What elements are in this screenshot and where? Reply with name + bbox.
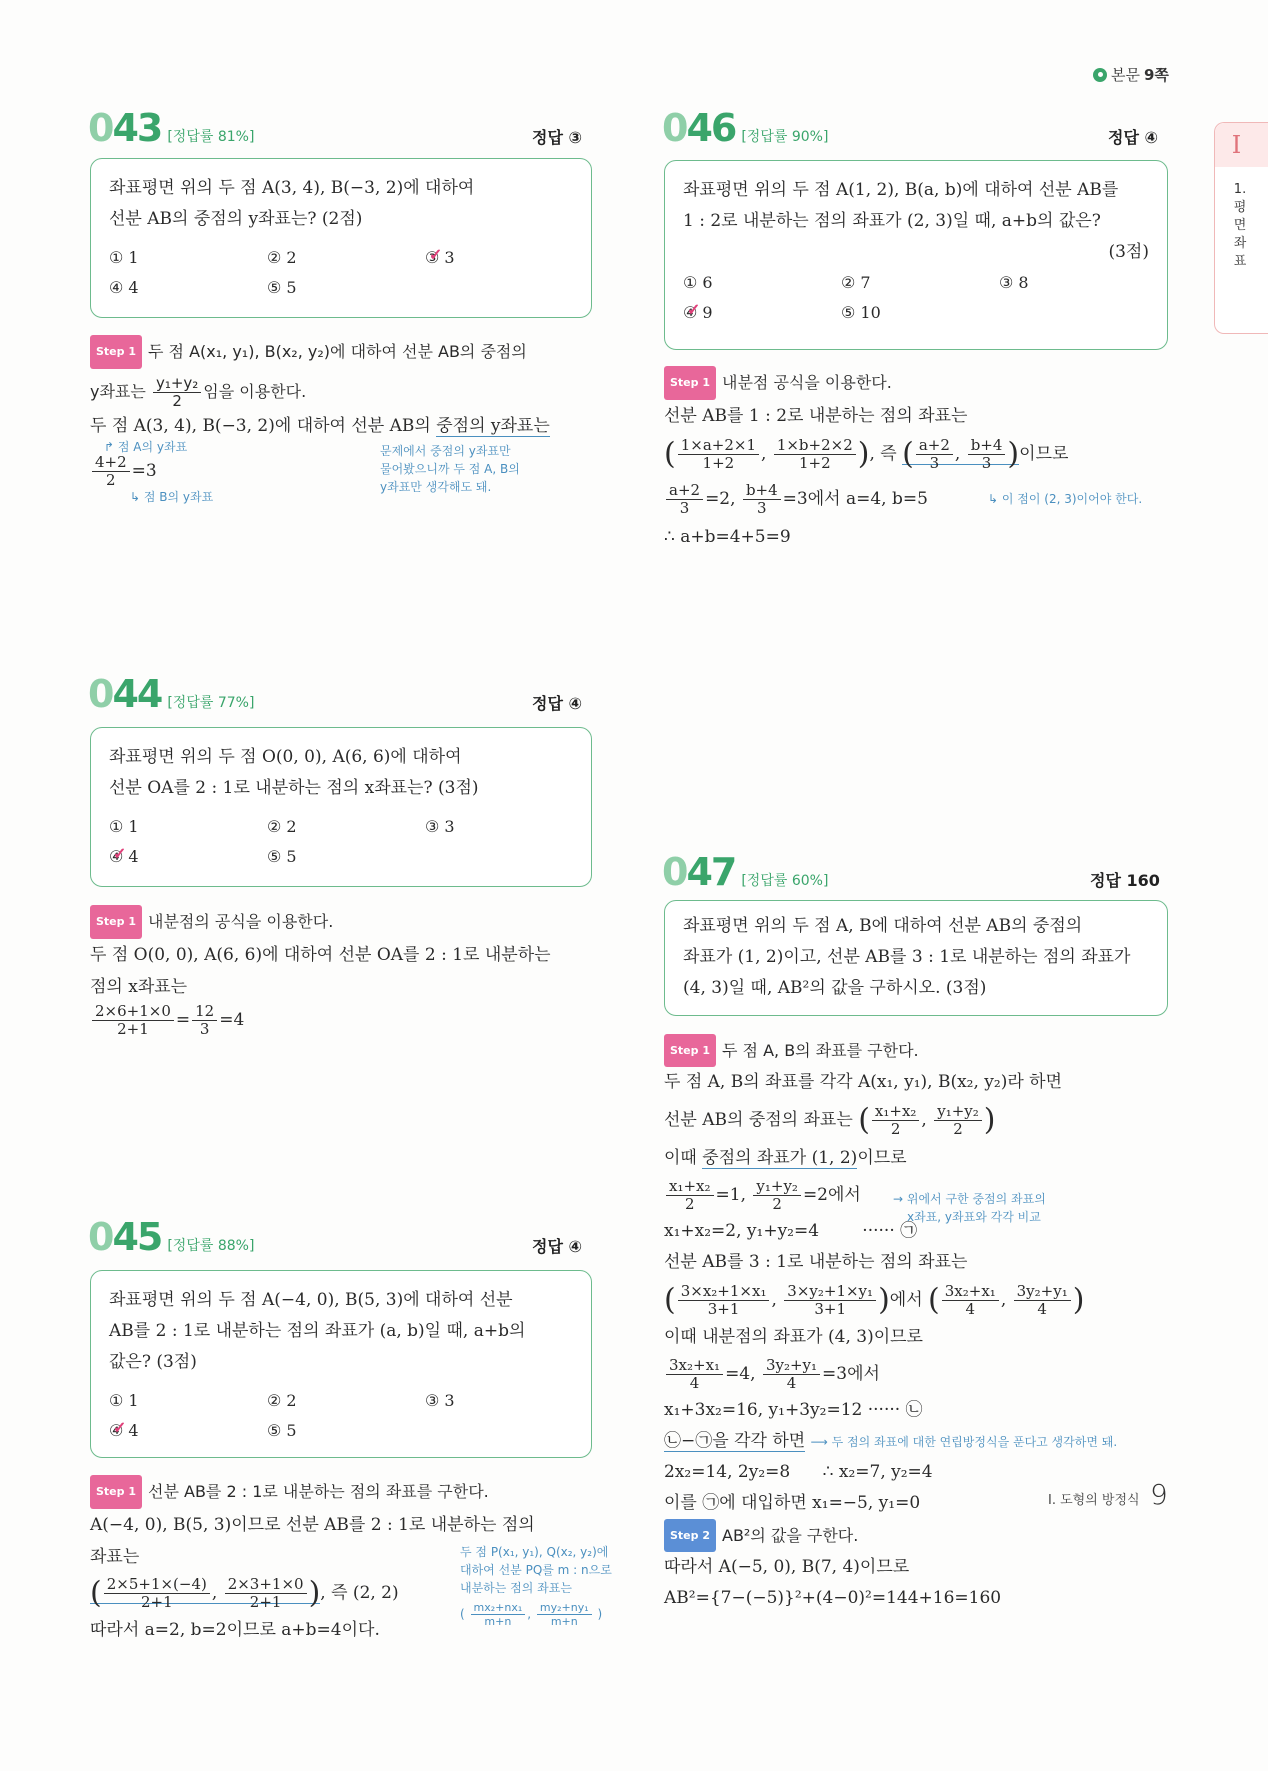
reference-badge [1093,64,1169,85]
question-box-045 [90,1270,592,1458]
step-title: AB²의 값을 구한다. [722,1526,859,1545]
choices [109,812,573,872]
step-badge: Step 1 [664,366,716,400]
annotation-formula-note: 두 점 P(x₁, y₁), Q(x₂, y₂)에 대하여 선분 PQ를 m : n으로 내분하는 점의 좌표는 ( $\frac{\text{mx₂+nx₁}}{m+n}$ , $\frac{\text{my₂+ny₁}}{m+n}$ ) [460,1545,612,1628]
step-title: 내분점 공식을 이용한다. [722,373,892,392]
calculation: $\frac{2\times 6+1\times 0}{2+1}$ = $\frac{12}{3}$ =4 [90,1003,620,1038]
conclusion: ∴ a+b=4+5=9 [664,526,791,547]
correct-rate: [정답률 88%] [167,1238,255,1254]
step-badge: Step 1 [90,905,142,939]
question-text: 1 : 2로 내분하는 점의 좌표가 (2, 3)일 때, a+b의 값은? [683,211,1101,231]
question-text: 좌표평면 위의 두 점 A(−4, 0), B(5, 3)에 대하여 선분 [109,1290,513,1310]
question-header-047 [662,850,828,894]
question-number: 043 [88,106,162,150]
question-text: 좌표가 (1, 2)이고, 선분 AB를 3 : 1로 내분하는 점의 좌표가 [683,947,1131,967]
choice-3[interactable]: ③ 3 [425,817,455,836]
fraction: $\frac{\text{y₁+y₂}}{2}$ [153,375,201,410]
choice-4-checked[interactable]: ④ 9 [683,303,713,322]
solution-045: Step 1 선분 AB를 2 : 1로 내분하는 점의 좌표를 구한다. A(−4, 0), B(5, 3)이므로 선분 AB를 2 : 1로 내분하는 점의 좌표는 ( $\frac{2\times 5+1\times(-4)}{2+1}$ , $\frac{2\times 3+1\times 0}{2+1}$ ), 즉 (2, 2) 따라서 a=2, b=2이므로 a+b=4이다. [90,1475,650,1646]
question-text: 선분 OA를 2 : 1로 내분하는 점의 x좌표는? (3점) [109,778,479,798]
question-header-043 [88,106,254,150]
choice-5[interactable]: ⑤ 10 [841,303,881,322]
question-number: 046 [662,106,736,150]
step-badge: Step 2 [664,1519,716,1552]
question-box-044 [90,727,592,887]
question-text: 좌표평면 위의 두 점 O(0, 0), A(6, 6)에 대하여 [109,747,462,767]
choice-5[interactable]: ⑤ 5 [267,278,297,297]
step-title: 두 점 A(x₁, y₁), B(x₂, y₂)에 대하여 선분 AB의 중점의 [148,342,527,361]
chapter-side-tab[interactable] [1214,122,1268,334]
question-text: 좌표평면 위의 두 점 A(3, 4), B(−3, 2)에 대하여 [109,178,475,198]
answer-label: 정답 ④ [1108,128,1159,147]
reference-page: 9쪽 [1143,66,1169,84]
choice-1[interactable]: ① 6 [683,273,713,292]
answer-label: 정답 ④ [532,694,583,713]
underlined-phrase: 중점의 좌표가 (1, 2) [702,1147,858,1168]
correct-rate: [정답률 60%] [741,873,829,889]
question-points: (3점) [1108,242,1149,262]
step-badge: Step 1 [90,1475,142,1509]
circle-arrow-icon [1093,68,1107,82]
solution-043: Step 1 두 점 A(x₁, y₁), B(x₂, y₂)에 대하여 선분 AB의 중점의 y좌표는 $\frac{\text{y₁+y₂}}{2}$ 임을 이용한다. 두 점 A(3, 4), B(−3, 2)에 대하여 선분 AB의 중점의 y좌표는 ↱ 점 A의 y좌표 $\frac{4+2}{2}$ =3 ↳ 점 B의 y좌표 문제에서 중점의 y좌표만 물어봤으니까 두 점 A, B의 y좌표만 생각해도 돼. [90,335,620,502]
annotation-side-note: 문제에서 중점의 y좌표만 물어봤으니까 두 점 A, B의 y좌표만 생각해도 돼. [380,444,520,494]
fraction: $\frac{4+2}{2}$ [92,454,130,489]
choices [109,1386,573,1446]
choice-2[interactable]: ② 2 [267,817,297,836]
conclusion: 따라서 a=2, b=2이므로 a+b=4이다. [90,1619,380,1640]
question-header-045 [88,1215,254,1259]
annotation-note: ↳ 이 점이 (2, 3)이어야 한다. [988,492,1143,506]
choices [109,243,573,303]
question-box-046 [664,160,1168,350]
choice-3-checked[interactable]: ③ 3 [425,248,455,267]
solution-047: Step 1 두 점 A, B의 좌표를 구한다. 두 점 A, B의 좌표를 각각 A(x₁, y₁), B(x₂, y₂)라 하면 선분 AB의 중점의 좌표는 ( $\frac{\text{x₁+x₂}}{2}$ , $\frac{\text{y₁+y₂}}{2}$ ) 이때 중점의 좌표가 (1, 2)이므로 $\frac{\text{x₁+x₂}}{2}$ =1, $\frac{\text{y₁+y₂}}{2}$ =2에서 x₁+x₂=2, y₁+y₂=4 ······ ㉠ 선분 AB를 3 : 1로 내분하는 점의 좌표는 ( $\frac{\text{3×x₂+1×x₁}}{3+1}$ , $\frac{\text{3×y₂+1×y₁}}{3+1}$ )에서 ( $\frac{\text{3x₂+x₁}}{4}$ , $\frac{\text{3y₂+y₁}}{4}$ ) 이때 내분점의 좌표가 (4, 3)이므로 $\frac{\text{3x₂+x₁}}{4}$ =4, $\frac{\text{3y₂+y₁}}{4}$ =3에서 x₁+3x₂=16, y₁+3y₂=12 ······ ㉡ ㉡−㉠을 각각 하면 ⟶ 두 점의 좌표에 대한 연립방정식을 푼다고 생각하면 돼. 2x₂=14, 2y₂=8 ∴ x₂=7, y₂=4 이를 ㉠에 대입하면 x₁=−5, y₁=0 Step 2 AB²의 값을 구한다. 따라서 A(−5, 0), B(7, 4)이므로 AB²={7−(−5)}²+(4−0)²=144+16=160 [664,1034,1224,1614]
choice-4-checked[interactable]: ④ 4 [109,1421,139,1440]
choice-5[interactable]: ⑤ 5 [267,1421,297,1440]
step-badge: Step 1 [90,335,142,369]
calculation: $\frac{a+2}{3}$ =2, $\frac{b+4}{3}$ =3에서 a=4, b=5 [664,477,1194,521]
question-text: AB를 2 : 1로 내분하는 점의 좌표가 (a, b)일 때, a+b의 [109,1321,526,1341]
underlined-phrase: ㉡−㉠을 각각 하면 [664,1431,806,1451]
annotation-point-b: ↳ 점 B의 y좌표 [130,490,214,504]
correct-rate: [정답률 77%] [167,695,255,711]
choice-1[interactable]: ① 1 [109,1391,139,1410]
footer-chapter: I. 도형의 방정식 [1048,1493,1140,1508]
question-text: 좌표평면 위의 두 점 A, B에 대하여 선분 AB의 중점의 [683,916,1083,936]
step-title: 선분 AB를 2 : 1로 내분하는 점의 좌표를 구한다. [148,1482,489,1501]
step-title: 내분점의 공식을 이용한다. [148,912,334,931]
question-number: 044 [88,672,162,716]
annotation-note: → 위에서 구한 중점의 좌표의 x좌표, y좌표와 각각 비교 [893,1192,1046,1224]
calculation: ( $\frac{1\times a+2\times 1}{1+2}$ , $\frac{1\times b+2\times 2}{1+2}$ ), 즉 ( $\frac{a+2}{3}$ , $\frac{b+4}{3}$ )이므로 [664,436,1069,472]
choice-1[interactable]: ① 1 [109,248,139,267]
answer-label: 정답 ④ [532,1237,583,1256]
page-number: 9 [1150,1478,1168,1511]
question-box-043 [90,158,592,318]
calculation: ( $\frac{2\times 5+1\times(-4)}{2+1}$ , $\frac{2\times 3+1\times 0}{2+1}$ ), 즉 (2, 2) [90,1575,399,1611]
choices [683,268,1149,328]
question-box-047 [664,900,1168,1016]
chapter-roman-numeral: I [1215,123,1268,167]
solution-044: Step 1 내분점의 공식을 이용한다. 두 점 O(0, 0), A(6, 6)에 대하여 선분 OA를 2 : 1로 내분하는 점의 x좌표는 $\frac{2\times 6+1\times 0}{2+1}$ = $\frac{12}{3}$ =4 [90,905,620,1038]
choice-2[interactable]: ② 2 [267,248,297,267]
choice-3[interactable]: ③ 8 [999,273,1029,292]
question-text: 선분 AB의 중점의 y좌표는? (2점) [109,209,363,229]
question-header-046 [662,106,828,150]
step-badge: Step 1 [664,1034,716,1067]
choice-2[interactable]: ② 2 [267,1391,297,1410]
solution-046: Step 1 내분점 공식을 이용한다. 선분 AB를 1 : 2로 내분하는 점의 좌표는 ( $\frac{1\times a+2\times 1}{1+2}$ , $\frac{1\times b+2\times 2}{1+2}$ ), 즉 ( $\frac{a+2}{3}$ , $\frac{b+4}{3}$ )이므로 $\frac{a+2}{3}$ =2, $\frac{b+4}{3}$ =3에서 a=4, b=5 ∴ a+b=4+5=9 [664,366,1194,553]
choice-3[interactable]: ③ 3 [425,1391,455,1410]
correct-rate: [정답률 81%] [167,129,255,145]
choice-4[interactable]: ④ 4 [109,278,139,297]
question-text: 좌표평면 위의 두 점 A(1, 2), B(a, b)에 대하여 선분 AB를 [683,180,1119,200]
answer-label: 정답 160 [1090,871,1160,890]
question-number: 045 [88,1215,162,1259]
answer-label: 정답 ③ [532,128,583,147]
annotation-point-a: ↱ 점 A의 y좌표 [104,440,188,454]
question-number: 047 [662,850,736,894]
choice-1[interactable]: ① 1 [109,817,139,836]
reference-label: 본문 [1111,66,1140,84]
correct-rate: [정답률 90%] [741,129,829,145]
choice-5[interactable]: ⑤ 5 [267,847,297,866]
question-header-044 [88,672,254,716]
underlined-phrase: 중점의 y좌표는 [436,416,550,436]
choice-2[interactable]: ② 7 [841,273,871,292]
chapter-title-vertical: 1. 평면좌표 [1233,182,1247,269]
question-text: (4, 3)일 때, AB²의 값을 구하시오. (3점) [683,978,987,998]
choice-4-checked[interactable]: ④ 4 [109,847,139,866]
question-text: 값은? (3점) [109,1352,197,1372]
step-title: 두 점 A, B의 좌표를 구한다. [722,1041,919,1060]
